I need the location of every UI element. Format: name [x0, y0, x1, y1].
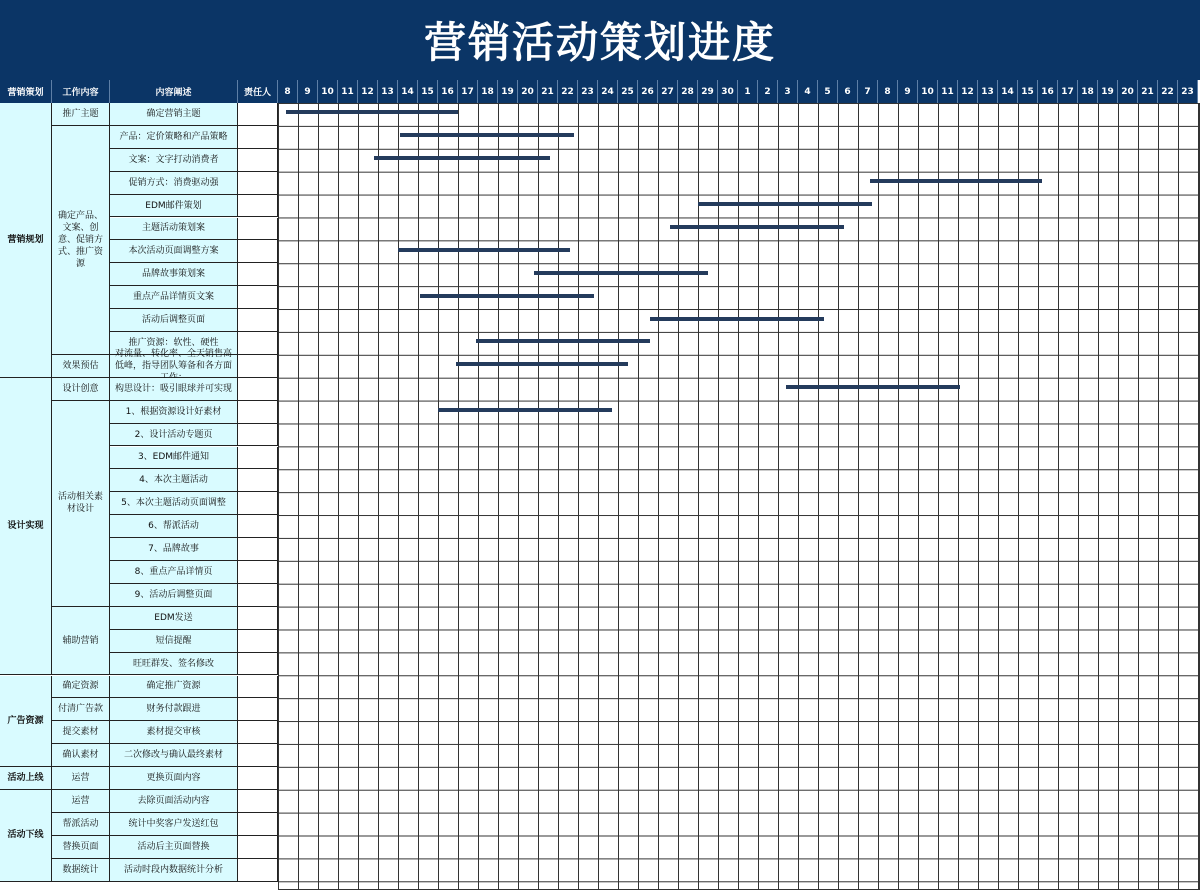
desc-cell: 短信提醒	[110, 630, 238, 653]
day-header: 28	[678, 80, 698, 103]
day-header: 19	[1098, 80, 1118, 103]
gantt-bar	[534, 271, 708, 275]
desc-cell: 财务付款跟进	[110, 698, 238, 721]
day-header: 23	[578, 80, 598, 103]
owner-cell	[238, 676, 278, 699]
desc-cell: 主题活动策划案	[110, 218, 238, 241]
owner-cell	[238, 447, 278, 470]
gantt-bar	[698, 202, 872, 206]
header-desc: 内容阐述	[110, 80, 238, 103]
day-header: 26	[638, 80, 658, 103]
day-header: 21	[538, 80, 558, 103]
owner-cell	[238, 538, 278, 561]
desc-cell: 2、设计活动专题页	[110, 424, 238, 447]
work-cell: 效果预估	[52, 355, 110, 378]
owner-cell	[238, 332, 278, 355]
owner-cell	[238, 149, 278, 172]
day-header: 30	[718, 80, 738, 103]
day-header: 29	[698, 80, 718, 103]
owner-cell	[238, 286, 278, 309]
owner-cell	[238, 309, 278, 332]
work-cell: 帮派活动	[52, 813, 110, 836]
category-cell: 营销规划	[0, 103, 52, 378]
day-header: 23	[1178, 80, 1198, 103]
owner-cell	[238, 515, 278, 538]
desc-cell: 更换页面内容	[110, 767, 238, 790]
desc-cell: 本次活动页面调整方案	[110, 240, 238, 263]
owner-cell	[238, 653, 278, 676]
day-header: 22	[558, 80, 578, 103]
day-header: 10	[918, 80, 938, 103]
day-header: 3	[778, 80, 798, 103]
day-header: 20	[1118, 80, 1138, 103]
desc-cell: 文案：文字打动消费者	[110, 149, 238, 172]
day-header: 15	[1018, 80, 1038, 103]
desc-cell: 活动后主页面替换	[110, 836, 238, 859]
header-owner: 责任人	[238, 80, 278, 103]
desc-cell: 品牌故事策划案	[110, 263, 238, 286]
desc-cell: 产品：定价策略和产品策略	[110, 126, 238, 149]
category-cell: 广告资源	[0, 676, 52, 768]
desc-cell: 确定营销主题	[110, 103, 238, 126]
desc-cell: EDM邮件策划	[110, 195, 238, 218]
day-header: 16	[438, 80, 458, 103]
owner-cell	[238, 218, 278, 241]
desc-cell: 去除页面活动内容	[110, 790, 238, 813]
gantt-bar	[456, 362, 628, 366]
work-cell: 推广主题	[52, 103, 110, 126]
work-cell: 活动相关素材设计	[52, 401, 110, 607]
work-cell: 数据统计	[52, 859, 110, 882]
gantt-bar	[670, 225, 844, 229]
owner-cell	[238, 469, 278, 492]
desc-cell: 6、帮派活动	[110, 515, 238, 538]
day-header: 7	[858, 80, 878, 103]
owner-cell	[238, 492, 278, 515]
work-cell: 辅助营销	[52, 607, 110, 676]
desc-cell: 素材提交审核	[110, 721, 238, 744]
day-header: 5	[818, 80, 838, 103]
day-header: 13	[978, 80, 998, 103]
day-header: 12	[958, 80, 978, 103]
desc-cell: EDM发送	[110, 607, 238, 630]
day-header: 11	[338, 80, 358, 103]
timeline-grid	[278, 103, 1200, 890]
day-header: 10	[318, 80, 338, 103]
work-cell: 确定产品、文案、创意、促销方式、推广资源	[52, 126, 110, 355]
desc-cell: 9、活动后调整页面	[110, 584, 238, 607]
day-header: 6	[838, 80, 858, 103]
owner-cell	[238, 240, 278, 263]
gantt-bar	[400, 133, 574, 137]
day-header: 18	[1078, 80, 1098, 103]
owner-cell	[238, 424, 278, 447]
desc-cell: 二次修改与确认最终素材	[110, 744, 238, 767]
desc-cell: 构思设计：吸引眼球并可实现	[110, 378, 238, 401]
header-category: 营销策划	[0, 80, 52, 103]
gantt-bar	[476, 339, 650, 343]
day-header: 8	[878, 80, 898, 103]
desc-cell: 确定推广资源	[110, 676, 238, 699]
desc-cell: 推广资源：软性、硬性	[110, 332, 238, 355]
day-header: 24	[598, 80, 618, 103]
day-header: 14	[998, 80, 1018, 103]
work-cell: 确定资源	[52, 676, 110, 699]
day-header: 11	[938, 80, 958, 103]
owner-cell	[238, 401, 278, 424]
desc-cell: 低峰，指导团队筹备和各方面	[110, 355, 238, 378]
owner-cell	[238, 378, 278, 401]
owner-cell	[238, 172, 278, 195]
gantt-bar	[870, 179, 1042, 183]
day-header: 13	[378, 80, 398, 103]
day-header: 8	[278, 80, 298, 103]
owner-cell	[238, 195, 278, 218]
day-header: 19	[498, 80, 518, 103]
day-header: 20	[518, 80, 538, 103]
day-header: 22	[1158, 80, 1178, 103]
work-cell: 设计创意	[52, 378, 110, 401]
desc-cell: 活动时段内数据统计分析	[110, 859, 238, 882]
day-header: 9	[298, 80, 318, 103]
work-cell: 确认素材	[52, 744, 110, 767]
owner-cell	[238, 263, 278, 286]
day-header: 27	[658, 80, 678, 103]
owner-cell	[238, 721, 278, 744]
category-cell: 活动下线	[0, 790, 52, 882]
owner-cell	[238, 790, 278, 813]
day-header: 12	[358, 80, 378, 103]
owner-cell	[238, 126, 278, 149]
gantt-bar	[786, 385, 960, 389]
owner-cell	[238, 767, 278, 790]
owner-cell	[238, 813, 278, 836]
day-header: 17	[1058, 80, 1078, 103]
owner-cell	[238, 103, 278, 126]
gantt-bar	[286, 110, 458, 114]
day-header: 18	[478, 80, 498, 103]
day-header: 15	[418, 80, 438, 103]
desc-cell: 3、EDM邮件通知	[110, 447, 238, 470]
page-title: 营销活动策划进度	[423, 18, 776, 67]
desc-cell: 7、品牌故事	[110, 538, 238, 561]
desc-cell: 旺旺群发、签名修改	[110, 653, 238, 676]
owner-cell	[238, 561, 278, 584]
owner-cell	[238, 698, 278, 721]
work-cell: 运营	[52, 790, 110, 813]
desc-cell: 活动后调整页面	[110, 309, 238, 332]
work-cell: 付清广告款	[52, 698, 110, 721]
gantt-bar	[420, 294, 594, 298]
gantt-bar	[374, 156, 550, 160]
day-header: 25	[618, 80, 638, 103]
desc-cell: 4、本次主题活动	[110, 469, 238, 492]
day-header: 14	[398, 80, 418, 103]
work-cell: 替换页面	[52, 836, 110, 859]
desc-cell: 促销方式：消费驱动强	[110, 172, 238, 195]
day-header: 9	[898, 80, 918, 103]
day-header: 1	[738, 80, 758, 103]
owner-cell	[238, 744, 278, 767]
gantt-bar	[438, 408, 612, 412]
owner-cell	[238, 836, 278, 859]
day-header: 21	[1138, 80, 1158, 103]
work-cell: 运营	[52, 767, 110, 790]
desc-cell: 统计中奖客户发送红包	[110, 813, 238, 836]
desc-cell: 重点产品详情页文案	[110, 286, 238, 309]
category-cell: 设计实现	[0, 378, 52, 676]
day-header: 2	[758, 80, 778, 103]
desc-cell: 1、根据资源设计好素材	[110, 401, 238, 424]
owner-cell	[238, 859, 278, 882]
desc-cell: 5、本次主题活动页面调整	[110, 492, 238, 515]
gantt-bar	[398, 248, 570, 252]
day-header: 17	[458, 80, 478, 103]
work-cell: 提交素材	[52, 721, 110, 744]
owner-cell	[238, 355, 278, 378]
day-header: 16	[1038, 80, 1058, 103]
owner-cell	[238, 630, 278, 653]
category-cell: 活动上线	[0, 767, 52, 790]
gantt-bar	[650, 317, 824, 321]
header-work: 工作内容	[52, 80, 110, 103]
day-header: 4	[798, 80, 818, 103]
owner-cell	[238, 584, 278, 607]
owner-cell	[238, 607, 278, 630]
desc-cell: 8、重点产品详情页	[110, 561, 238, 584]
